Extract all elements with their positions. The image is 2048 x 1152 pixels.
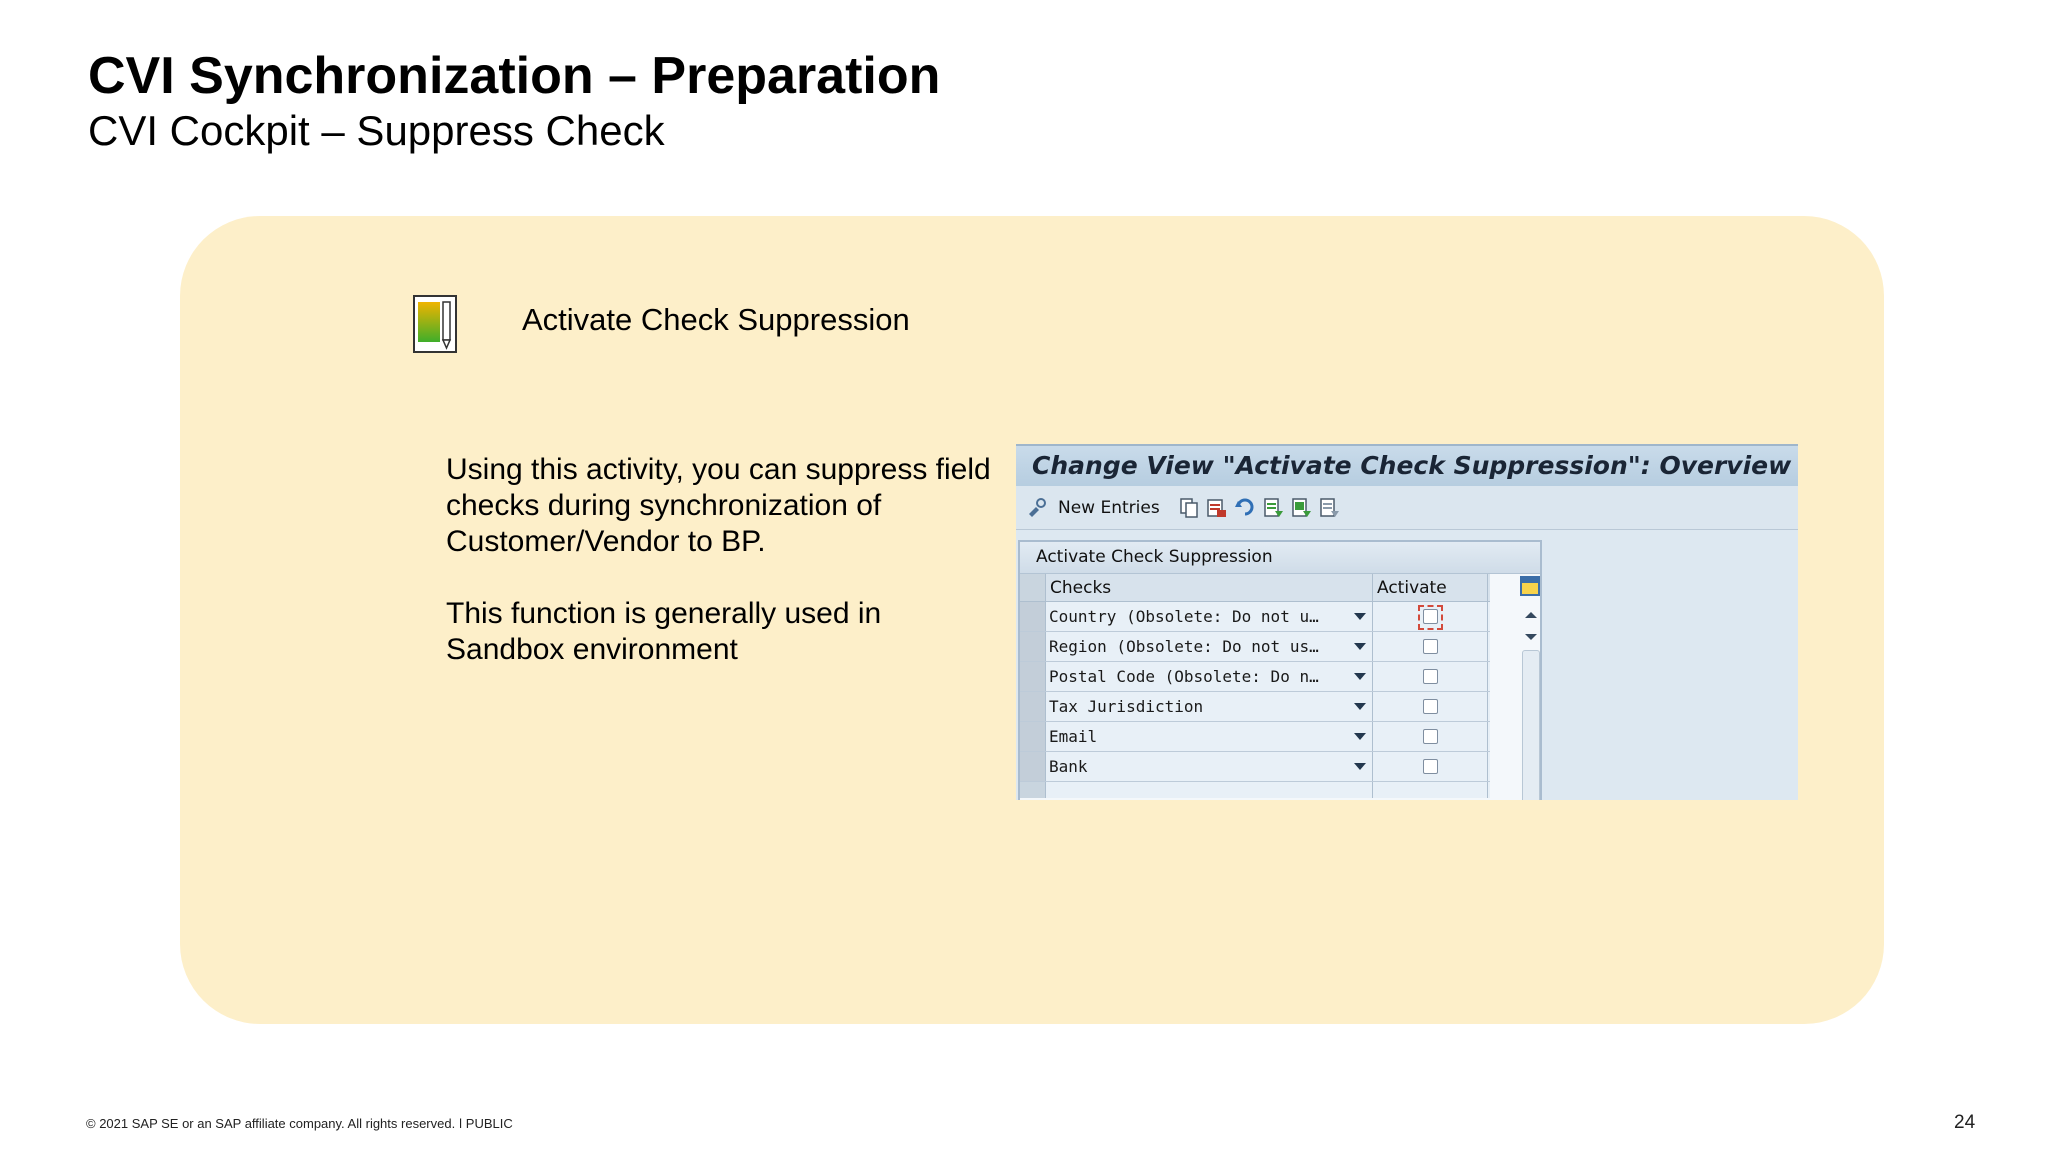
check-value: Tax Jurisdiction	[1049, 696, 1204, 716]
table-row	[1020, 602, 1490, 632]
notepad-pencil-icon	[412, 290, 458, 354]
sap-toolbar	[1016, 486, 1798, 530]
check-value: Email	[1049, 726, 1098, 746]
sap-window-title: Change View "Activate Check Suppression": Overview	[1016, 444, 1798, 486]
row-selector[interactable]	[1020, 692, 1046, 721]
scroll-up-icon[interactable]	[1525, 612, 1537, 618]
check-dropdown[interactable]	[1046, 662, 1373, 691]
activate-checkbox[interactable]	[1423, 699, 1438, 714]
row-selector[interactable]	[1020, 722, 1046, 751]
delete-icon[interactable]	[1206, 497, 1228, 519]
check-value: Postal Code (Obsolete: Do n…	[1049, 666, 1319, 686]
grid-header	[1020, 574, 1490, 602]
empty-row	[1020, 782, 1490, 798]
footer-copyright: © 2021 SAP SE or an SAP affiliate company. All rights reserved. ǀ PUBLIC	[86, 1116, 513, 1131]
description-paragraph: This function is generally used in Sandbox environment	[446, 597, 882, 666]
check-dropdown[interactable]	[1046, 692, 1373, 721]
table-row	[1020, 722, 1490, 752]
new-entries-button[interactable]: New Entries	[1058, 497, 1160, 518]
table-control	[1018, 540, 1542, 800]
activate-checkbox[interactable]	[1423, 759, 1438, 774]
dropdown-arrow-icon[interactable]	[1354, 673, 1366, 680]
focus-indicator	[1418, 605, 1443, 630]
row-selector[interactable]	[1020, 632, 1046, 661]
table-row	[1020, 752, 1490, 782]
dropdown-arrow-icon[interactable]	[1354, 613, 1366, 620]
row-selector[interactable]	[1020, 752, 1046, 781]
row-selector[interactable]	[1020, 662, 1046, 691]
select-all-rows-button[interactable]	[1020, 574, 1046, 601]
table-settings-icon[interactable]	[1520, 576, 1540, 596]
copy-icon[interactable]	[1178, 497, 1200, 519]
table-control-title: Activate Check Suppression	[1020, 542, 1540, 574]
dropdown-arrow-icon[interactable]	[1354, 763, 1366, 770]
slide-title: CVI Synchronization – Preparation	[88, 47, 941, 105]
check-value: Bank	[1049, 756, 1088, 776]
sap-window-screenshot	[1016, 444, 1798, 800]
dropdown-arrow-icon[interactable]	[1354, 703, 1366, 710]
undo-icon[interactable]	[1234, 497, 1256, 519]
activate-checkbox[interactable]	[1423, 729, 1438, 744]
row-selector[interactable]	[1020, 602, 1046, 631]
check-dropdown[interactable]	[1046, 632, 1373, 661]
scroll-down-icon[interactable]	[1525, 634, 1537, 640]
select-block-icon[interactable]	[1290, 497, 1312, 519]
table-row	[1020, 662, 1490, 692]
select-all-icon[interactable]	[1262, 497, 1284, 519]
dropdown-arrow-icon[interactable]	[1354, 643, 1366, 650]
page-number: 24	[1954, 1112, 1976, 1133]
deselect-all-icon[interactable]	[1318, 497, 1340, 519]
check-value: Region (Obsolete: Do not us…	[1049, 636, 1319, 656]
description	[446, 452, 1006, 704]
activity-title: Activate Check Suppression	[522, 302, 910, 337]
display-change-icon[interactable]	[1026, 497, 1048, 519]
check-dropdown[interactable]	[1046, 722, 1373, 751]
check-dropdown[interactable]	[1046, 752, 1373, 781]
table-row	[1020, 692, 1490, 722]
check-value: Country (Obsolete: Do not u…	[1049, 606, 1319, 626]
column-header-activate[interactable]: Activate	[1373, 574, 1488, 601]
checks-grid	[1020, 574, 1490, 798]
description-paragraph: Using this activity, you can suppress field checks during synchronization of Customer/Vendor to BP.	[446, 453, 991, 558]
column-header-checks[interactable]: Checks	[1046, 574, 1373, 601]
vertical-scrollbar[interactable]	[1522, 650, 1540, 800]
activate-checkbox[interactable]	[1423, 639, 1438, 654]
activate-checkbox[interactable]	[1423, 669, 1438, 684]
slide-subtitle: CVI Cockpit – Suppress Check	[88, 107, 665, 154]
check-dropdown[interactable]	[1046, 602, 1373, 631]
dropdown-arrow-icon[interactable]	[1354, 733, 1366, 740]
table-row	[1020, 632, 1490, 662]
